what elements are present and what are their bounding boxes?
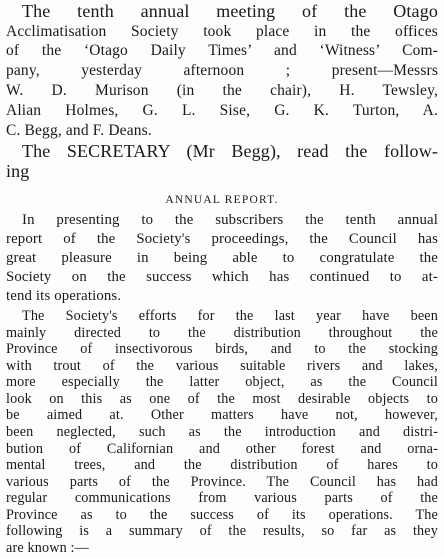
para2-line-9: bution of Californian and other forest and orna-	[6, 440, 438, 457]
para2-line-2: mainly directed to the distribution throughout the	[6, 324, 438, 341]
intro-line-7: C. Begg, and F. Deans.	[6, 122, 152, 139]
para2-line-13: Province as to the success of its operations. The	[6, 506, 438, 523]
para2-line-11: various parts of the Province. The Council has had	[6, 473, 438, 490]
para2-line-10: mental trees, and the distribution of hares to	[6, 457, 438, 474]
para2-line-12: regular communications from various parts of the	[6, 490, 438, 507]
para2-line-6: look on this as one of the most desirable objects to	[6, 390, 438, 407]
para1-line-3: great pleasure in being able to congratulate the	[6, 250, 438, 266]
para2-line-7: be aimed at. Other matters have not, however,	[6, 407, 438, 424]
secretary-line-1: The SECRETARY (Mr Begg), read the follow-	[22, 142, 438, 161]
para2-line-8: been neglected, such as the introduction and distri-	[6, 424, 438, 440]
para2-line-15: are known :—	[6, 540, 89, 556]
intro-line-1: The tenth annual meeting of the Otago	[22, 2, 438, 21]
section-heading: ANNUAL REPORT.	[165, 194, 279, 206]
para2-line-5: more especially the latter object, as the Council	[6, 374, 438, 391]
intro-line-3: of the ‘Otago Daily Times’ and ‘Witness’ Com-	[6, 42, 438, 59]
intro-line-6: Alian Holmes, G. L. Sise, G. K. Turton, A.	[6, 102, 438, 119]
para2-line-3: Province of insectivorous birds, and to the stocking	[6, 341, 438, 358]
para1-line-5: tend its operations.	[6, 288, 122, 304]
para2-line-14: following is a summary of the results, so far as they	[6, 523, 438, 540]
intro-line-5: W. D. Murison (in the chair), H. Tewsley,	[6, 82, 438, 99]
secretary-line-2: ing	[6, 162, 30, 181]
intro-line-2: Acclimatisation Society took place in the offices	[6, 23, 438, 40]
para2-line-4: with trout of the various suitable rivers and lakes,	[6, 357, 438, 374]
intro-line-4: pany, yesterday afternoon ; present—Messrs	[6, 62, 438, 79]
para1-line-4: Society on the success which has continued to at-	[6, 269, 438, 285]
para1-line-2: report of the Society's proceedings, the Council has	[6, 231, 438, 247]
para1-line-1: In presenting to the subscribers the tenth annual	[22, 212, 438, 228]
para2-line-1: The Society's efforts for the last year have been	[22, 308, 438, 324]
